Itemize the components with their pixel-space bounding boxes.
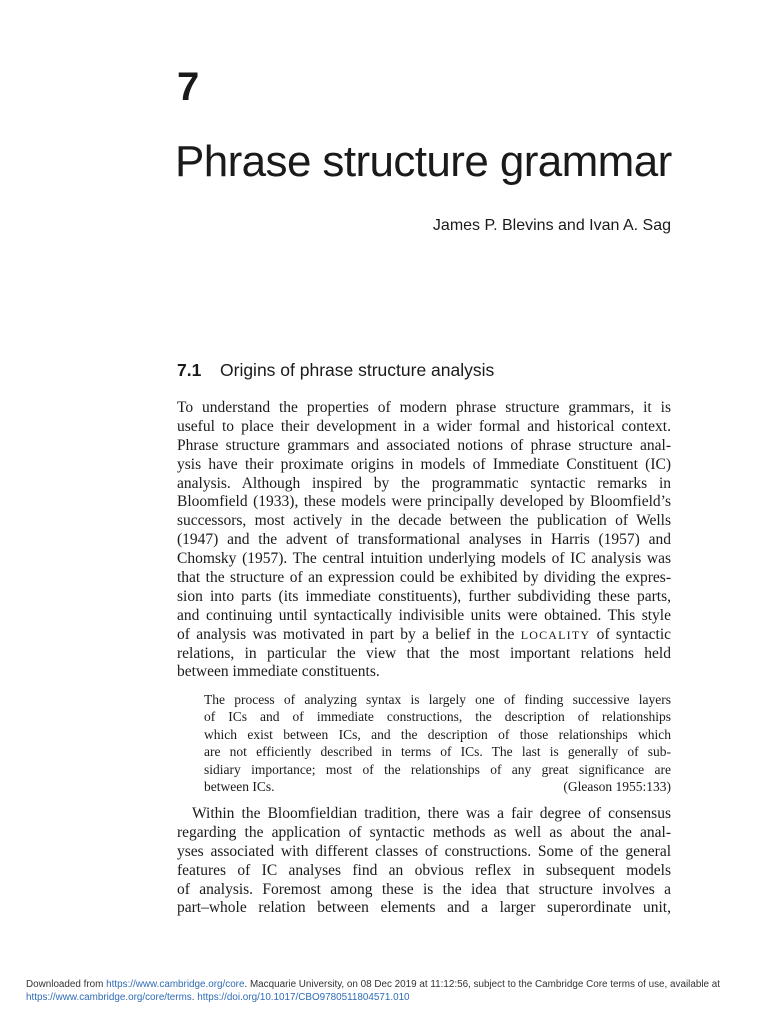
line-text: of syntactic (596, 625, 671, 643)
paragraph-line: and continuing until syntactically indivisible units were obtained. This style (177, 606, 671, 624)
terms-link[interactable]: https://www.cambridge.org/core/terms (26, 992, 192, 1003)
paragraph-line: To understand the properties of modern phrase structure grammars, it is (177, 399, 671, 416)
small-caps-term: LOCALITY (520, 627, 591, 642)
download-notice (26, 978, 720, 1004)
paragraph-line: between immediate constituents. (177, 663, 380, 681)
doi-link[interactable]: https://doi.org/10.1017/CBO9780511804571.010 (197, 992, 410, 1003)
paragraph-line: relations, in particular the view that the most important relations held (177, 644, 671, 662)
paragraph-line (177, 626, 671, 645)
paragraph-line: regarding the application of syntactic methods as well as about the anal- (177, 823, 671, 841)
paragraph-line: part–whole relation between elements and a larger superordinate unit, (177, 899, 671, 917)
paragraph-line: Bloomfield (1933), these models were principally developed by Bloomfield’s (177, 493, 671, 511)
download-notice-text: . Macquarie University, on 08 Dec 2019 at 11:12:56, subject to the Cambridge Core terms of use, available at (244, 979, 720, 990)
cambridge-core-link[interactable]: https://www.cambridge.org/core (106, 979, 245, 990)
paragraph-line: that the structure of an expression could be exhibited by dividing the expres- (177, 569, 671, 587)
paragraph-line: successors, most actively in the decade between the publication of Wells (177, 512, 671, 530)
quote-line: are not efficiently described in terms of ICs. The last is generally of sub- (204, 744, 671, 760)
chapter-authors: James P. Blevins and Ivan A. Sag (432, 217, 671, 234)
download-notice-text: Downloaded from (26, 979, 104, 990)
quote-citation: (Gleason 1955:133) (563, 778, 671, 794)
paragraph-line: ysis have their proximate origins in models of Immediate Constituent (IC) (177, 455, 671, 473)
paragraph-line: Phrase structure grammars and associated notions of phrase structure anal- (177, 436, 671, 454)
quote-line: of ICs and of immediate constructions, the description of relationships (204, 709, 671, 725)
section-number: 7.1 (177, 360, 202, 380)
paragraph-line: of analysis. Foremost among these is the idea that structure involves a (177, 880, 671, 898)
download-notice-line (26, 991, 720, 1004)
download-notice-line (26, 978, 720, 991)
download-notice-separator: . (191, 992, 195, 1003)
quote-line-text: between ICs. (204, 778, 275, 794)
chapter-number: 7 (177, 65, 200, 109)
section-title: Origins of phrase structure analysis (220, 360, 495, 380)
line-text: of analysis was motivated in part by a belief in the (177, 625, 515, 643)
block-quote (204, 691, 671, 795)
quote-line: sidiary importance; most of the relationships of any great significance are (204, 761, 671, 777)
paragraph-line: Within the Bloomfieldian tradition, there was a fair degree of consensus (192, 805, 671, 822)
paragraph-line: useful to place their development in a wider formal and historical context. (177, 417, 671, 435)
paragraph-line: (1947) and the advent of transformational analyses in Harris (1957) and (177, 531, 671, 549)
paragraph-2 (177, 805, 671, 918)
paragraph-line: features of IC analyses find an obvious reflex in subsequent models (177, 861, 671, 879)
quote-line: which exist between ICs, and the description of those relationships which (204, 726, 671, 742)
paragraph-line: analysis. Although inspired by the programmatic syntactic remarks in (177, 474, 671, 492)
quote-last-line (204, 778, 671, 795)
paragraph-line: yses associated with different classes of constructions. Some of the general (177, 842, 671, 860)
quote-line: The process of analyzing syntax is largely one of finding successive layers (204, 692, 671, 707)
chapter-title: Phrase structure grammar (175, 137, 672, 186)
paragraph-line: Chomsky (1957). The central intuition underlying models of IC analysis was (177, 550, 671, 568)
paragraph-line: sion into parts (its immediate constituents), further subdividing these parts, (177, 587, 671, 605)
paragraph-1 (177, 399, 671, 682)
